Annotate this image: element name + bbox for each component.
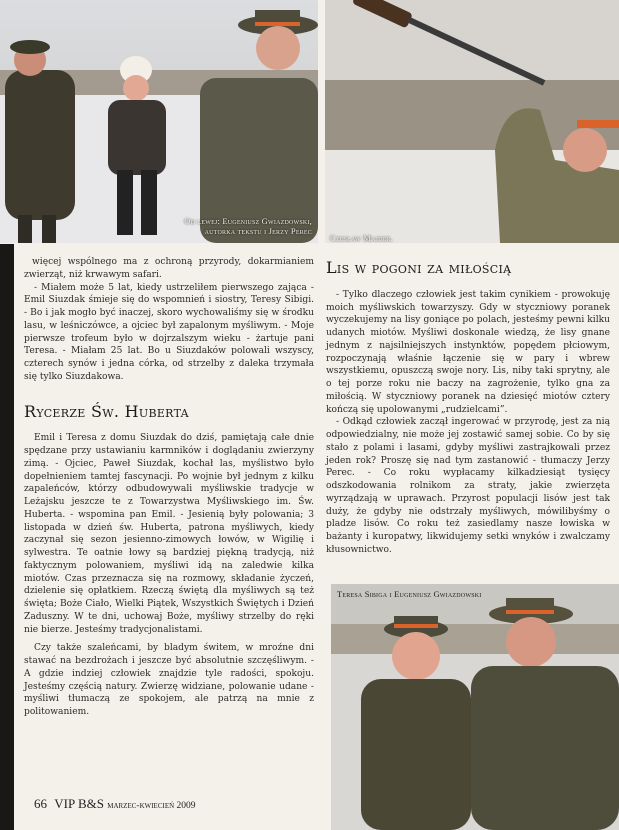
left-column	[24, 256, 314, 719]
caption-top-right: Czesław Majder.	[330, 233, 393, 243]
caption-top-left: Od lewej: Eugeniusz Gwiazdowski, autorka tekstu i Jerzy Perec	[184, 216, 312, 236]
photo-hunters-group	[0, 0, 318, 243]
right-paragraph-1: - Tylko dlaczego człowiek jest takim cynikiem - prowokuję moich myśliwskich towarzyszy. Gdy w styczniowy poranek wyczekujemy na lisy goniące po polach, jesteśmy pewni kilku udanych miotów. Myśliwi doskonale wiedzą, że lisy gnane jednym z najsilniejszych instynktów, popędem płciowym, rozpoczynają właśnie łączenie się w pary i wbrew wszystkiemu, opuszczą swoje nory. Lis, niby taki sprytny, ale o tej porze roku nie baczy na zagrożenie, tylko gna za miłością. W styczniowy poranek na dziesięć miotów cztery kończą się upolowanymi „rudzielcami”.	[326, 289, 610, 415]
right-column	[326, 258, 610, 557]
page-number: 66	[34, 796, 47, 811]
photo-hunter-shooting	[325, 0, 619, 243]
issue-date: marzec-kwiecień 2009	[107, 801, 196, 811]
page-footer	[34, 796, 196, 812]
photo-teresa-eugeniusz	[331, 584, 619, 830]
magazine-name: VIP B&S	[54, 796, 104, 811]
photo-hunter-shooting-image	[325, 0, 619, 243]
photo-hunters-group-image	[0, 0, 318, 243]
left-paragraph-4: Czy także szaleńcami, by bladym świtem, w mroźne dni stawać na bezdrożach i jeszcze być absolutnie szczęśliwym. - A gdzie indziej człowiek znajdzie tyle radości, spokoju. Jesteśmy częścią natury. Zwierzę widziane, polowanie udane - myśliwi tłumaczą ze spokojem, ale patrzą na mnie z politowaniem.	[24, 643, 314, 717]
section-heading-lis: Lis w pogoni za miłością	[326, 258, 512, 277]
left-paragraph-2: - Miałem może 5 lat, kiedy ustrzeliłem pierwszego zająca - Emil Siuzdak śmieje się do wspomnień i siostry, Teresy Sibigi. - Bo i jak mogło być inaczej, skoro wychowaliśmy się w środku lasu, w leśniczówce, a ojciec był zapalonym myśliwym. - Moje pierwsze trofeum było w dojrzalszym wieku - żartuje pani Teresa. - Miałam 25 lat. Bo u Siuzdaków polowali wszyscy, czterech synów i jedna córka, od strzelby z daleka trzymała się tylko Siuzdakowa.	[24, 282, 314, 382]
caption-bottom-right: Teresa Sibiga i Eugeniusz Gwiazdowski	[337, 589, 482, 599]
left-paragraph-3: Emil i Teresa z domu Siuzdak do dziś, pamiętają całe dnie spędzane przy ustawianiu karmników i doglądaniu zwierzyny zimą. - Ojciec, Paweł Siuzdak, kochał las, myślistwo było dopełnieniem tamtej fascynacji. Po wojnie był jednym z kilku zapaleńców, którzy odbudowywali myśliwskie tradycje w Leżajsku jeszcze te z Towarzystwa Myśliwskiego im. Św. Huberta. - wspomina pan Emil. - Jesienią były polowania; 3 listopada w dzień św. Huberta, patrona myśliwych, kiedy zaczynał się sezon jesienno-zimowych łowów, w Wigilię i sylwestra. Te oatnie łowy są bardziej piękną tradycją, niż faktycznym polowaniem, myśliwi idą na zaledwie kilka miotów. Czas przeznacza się na rozmowy, składanie życzeń, dzielenie się opłatkiem. Rzeczą świętą dla myśliwych są też święta; Boże Ciało, Wielki Piątek, Wszystkich Świętych i Dzień Zaduszny. W te dni, uchowaj Boże, myśliwy strzelby do ręki nie bierze. Jesteśmy tradycjonalistami.	[24, 433, 314, 635]
section-heading-rycerze: Rycerze Św. Huberta	[24, 401, 189, 421]
page-edge-bar	[0, 244, 14, 830]
left-paragraph-1: więcej wspólnego ma z ochroną przyrody, dokarmianiem zwierząt, niż krwawym safari.	[24, 257, 314, 280]
right-paragraph-2: - Odkąd człowiek zaczął ingerować w przyrodę, jest za nią odpowiedzialny, nie może jej zostawić samej sobie. Co by się stało z polami i lasami, gdyby myśliwi zastrajkowali przez jeden rok? Proszę się nad tym zastanowić - tłumaczy Jerzy Perec. - Co roku wypłacamy kilkadziesiąt tysięcy odszkodowania rolnikom za straty, jakie zwierzęta wyrządzają w uprawach. Przyrost populacji lisów jest tak duży, że gdyby nie odstrzały myśliwych, mówilibyśmy o pladze lisów. Co roku też zasiedlamy nasze łowiska w bażanty i kuropatwy, likwidujemy setki wnyków i zwalczamy kłusownictwo.	[326, 417, 610, 555]
photo-teresa-eugeniusz-image	[331, 584, 619, 830]
